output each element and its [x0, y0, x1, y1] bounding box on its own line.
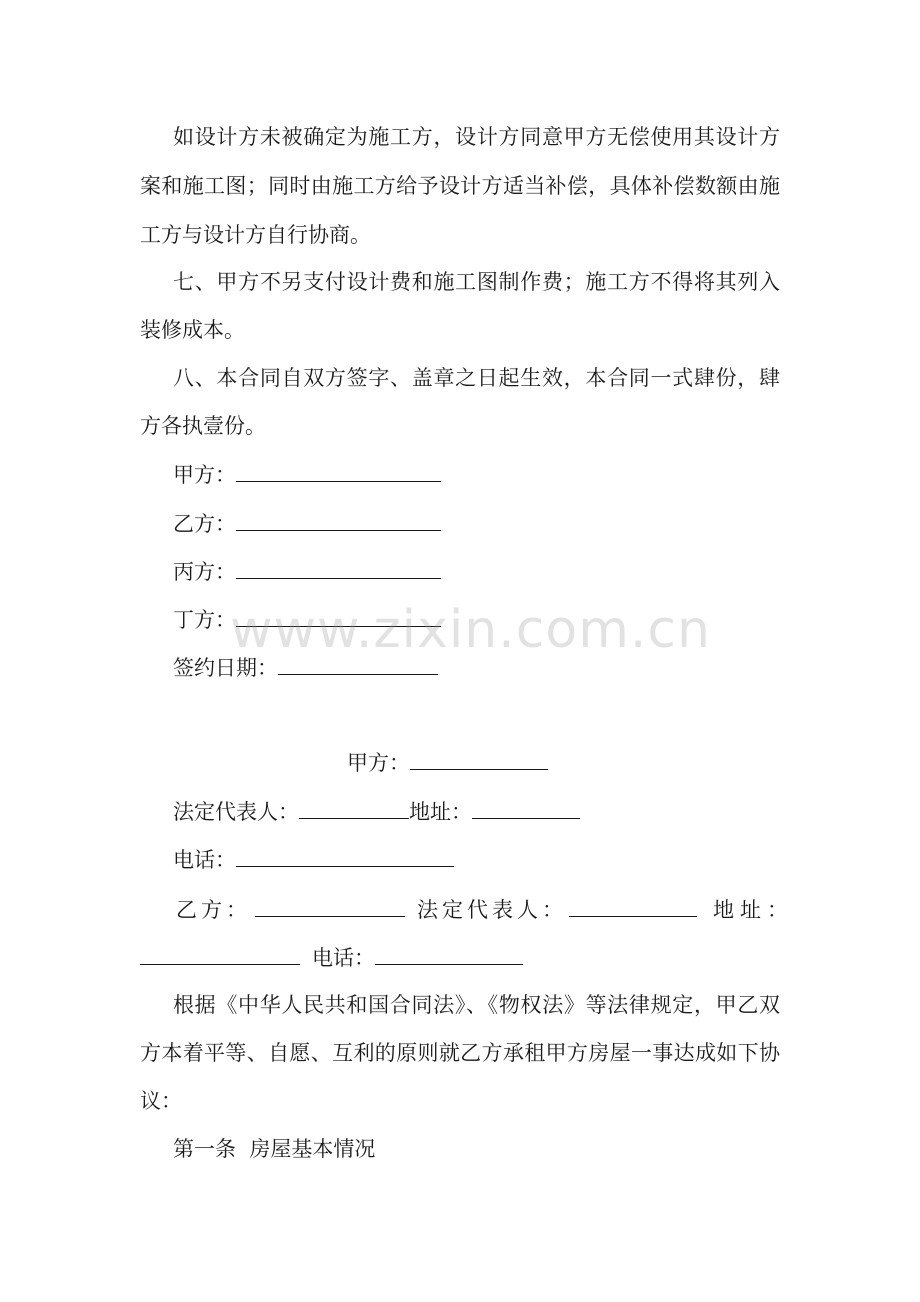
lease-party-b-phone	[140, 942, 523, 973]
watermark: www.zixin.com.cn	[230, 600, 711, 660]
lease-blank	[375, 942, 523, 965]
lease-blank	[255, 894, 405, 917]
lease-blank	[569, 894, 697, 917]
lease-label: 法定代表人：	[173, 800, 299, 824]
paragraph-line: 如设计方未被确定为施工方，设计方同意甲方无偿使用其设计方	[173, 125, 780, 149]
lease-label: 电话：	[312, 946, 375, 970]
lease-blank	[410, 747, 548, 770]
signature-label: 丙方：	[173, 560, 236, 584]
signature-label: 签约日期：	[173, 656, 278, 680]
lease-blank	[299, 796, 409, 819]
signature-blank	[236, 459, 441, 482]
paragraph-line: 装修成本。	[140, 318, 245, 342]
signature-blank	[236, 508, 441, 531]
lease-rep-address	[173, 796, 580, 827]
signature-party-a	[173, 459, 441, 490]
paragraph-line: 工方与设计方自行协商。	[140, 223, 371, 247]
lease-label: 甲方：	[347, 751, 410, 775]
paragraph-line: 议：	[140, 1089, 182, 1113]
paragraph-line: 八、本合同自双方签字、盖章之日起生效，本合同一式肆份，肆	[173, 366, 780, 390]
paragraph-line: 根据《中华人民共和国合同法》、《物权法》等法律规定，甲乙双	[173, 993, 780, 1017]
paragraph-line: 七、甲方不另支付设计费和施工图制作费；施工方不得将其列入	[173, 270, 780, 294]
paragraph-line: 方各执壹份。	[140, 414, 266, 438]
lease-label: 地址：	[409, 800, 472, 824]
signature-label: 甲方：	[173, 463, 236, 487]
lease-party-a	[347, 747, 548, 778]
signature-party-c	[173, 556, 441, 587]
lease-label: 乙方：	[176, 898, 251, 922]
signature-party-b	[173, 508, 441, 539]
paragraph-line: 案和施工图；同时由施工方给予设计方适当补偿，具体补偿数额由施	[140, 174, 780, 198]
lease-party-b-line	[176, 894, 794, 925]
lease-blank	[472, 796, 580, 819]
paragraph-line: 方本着平等、自愿、互利的原则就乙方承租甲方房屋一事达成如下协	[140, 1041, 780, 1065]
lease-blank	[236, 844, 454, 867]
lease-label: 电话：	[173, 848, 236, 872]
lease-blank	[140, 942, 300, 965]
signature-label: 乙方：	[173, 512, 236, 536]
lease-label: 地址：	[713, 898, 794, 922]
signature-label: 丁方：	[173, 608, 236, 632]
signature-blank	[236, 556, 441, 579]
article-heading: 第一条 房屋基本情况	[173, 1137, 376, 1161]
lease-label: 法定代表人：	[417, 898, 567, 922]
lease-phone	[173, 844, 454, 875]
